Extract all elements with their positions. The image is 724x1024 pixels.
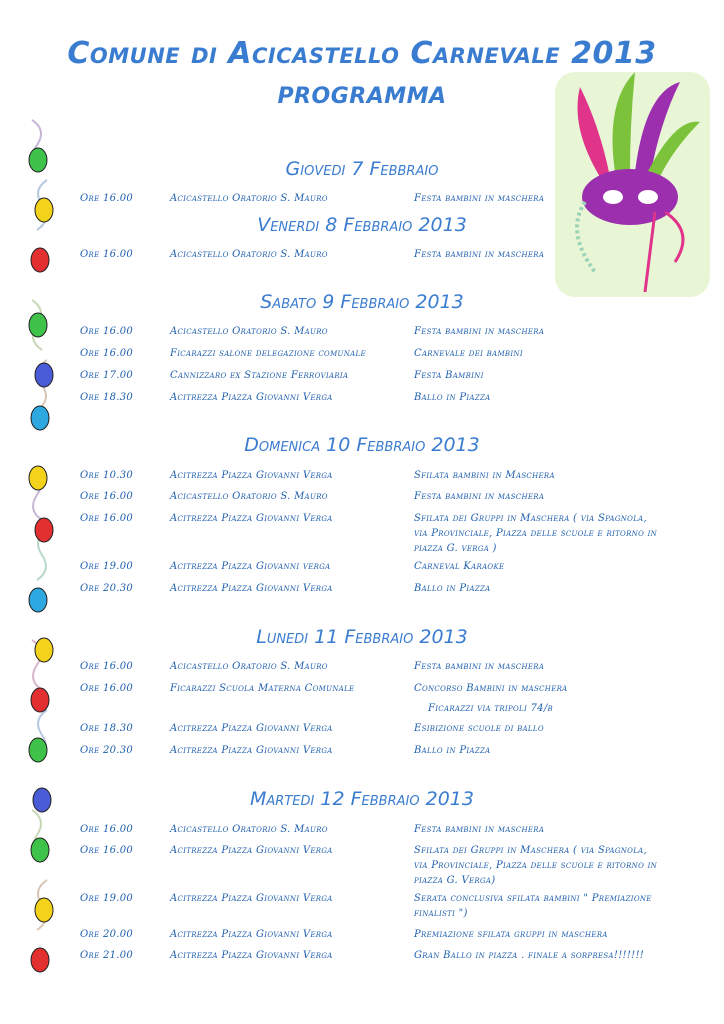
event-place: Ficarazzi salone delegazione comunale — [170, 348, 366, 359]
event-name: Sfilata bambini in Maschera — [414, 470, 555, 481]
event-name: Carneval Karaoke — [414, 561, 505, 572]
event-name: Festa Bambini — [414, 370, 484, 381]
event-name: Premiazione sfilata gruppi in maschera — [414, 929, 608, 940]
event-place: Cannizzaro ex Stazione Ferroviaria — [170, 370, 349, 381]
event-time: Ore 19.00 — [80, 893, 134, 904]
event-time: Ore 16.00 — [80, 326, 134, 337]
event-place: Acitrezza Piazza Giovanni Verga — [170, 392, 333, 403]
page-subtitle: PROGRAMMA — [277, 84, 447, 109]
event-time: Ore 16.00 — [80, 491, 134, 502]
event-time: Ore 20.30 — [80, 583, 134, 594]
event-place: Acitrezza Piazza Giovanni verga — [170, 561, 331, 572]
event-time: Ore 20.00 — [80, 929, 134, 940]
event-time: Ore 16.00 — [80, 824, 134, 835]
event-place: Acicastello Oratorio S. Mauro — [170, 193, 328, 204]
page-title: Comune di Acicastello Carnevale 2013 — [67, 36, 657, 71]
day-heading: Domenica 10 Febbraio 2013 — [244, 434, 480, 456]
event-name: Festa bambini in maschera — [414, 491, 545, 502]
event-time: Ore 17.00 — [80, 370, 134, 381]
event-time: Ore 20.30 — [80, 745, 134, 756]
event-name: Festa bambini in maschera — [414, 249, 545, 260]
event-name: Sfilata dei Gruppi in Maschera ( via Spagnola, via Provinciale, Piazza delle scuole e ritorno in piazza G. Verga) — [414, 845, 658, 886]
event-place: Acicastello Oratorio S. Mauro — [170, 249, 328, 260]
event-name: Ficarazzi via tripoli 74/b — [428, 703, 553, 714]
day-heading: Lunedi 11 Febbraio 2013 — [256, 626, 468, 648]
event-time: Ore 21.00 — [80, 950, 134, 961]
event-time: Ore 16.00 — [80, 845, 134, 856]
event-name: Carnevale dei bambini — [414, 348, 523, 359]
event-time: Ore 18.30 — [80, 723, 134, 734]
day-heading: Sabato 9 Febbraio 2013 — [260, 291, 464, 313]
event-time: Ore 16.00 — [80, 249, 134, 260]
event-name: Serata conclusiva sfilata bambini " Premiazione finalisti ") — [414, 893, 652, 919]
event-name: Ballo in Piazza — [414, 583, 491, 594]
event-name: Festa bambini in maschera — [414, 824, 545, 835]
event-place: Acicastello Oratorio S. Mauro — [170, 491, 328, 502]
event-name: Gran Ballo in piazza . finale a sorpresa!!!!!!! — [414, 950, 645, 961]
event-time: Ore 10.30 — [80, 470, 134, 481]
event-name: Festa bambini in maschera — [414, 661, 545, 672]
event-name: Festa bambini in maschera — [414, 193, 545, 204]
event-place: Acitrezza Piazza Giovanni Verga — [170, 893, 333, 904]
event-time: Ore 16.00 — [80, 513, 134, 524]
event-name: Esibizione scuole di ballo — [414, 723, 544, 734]
event-time: Ore 18.30 — [80, 392, 134, 403]
event-name: Festa bambini in maschera — [414, 326, 545, 337]
event-time: Ore 16.00 — [80, 348, 134, 359]
day-heading: Giovedi 7 Febbraio — [285, 158, 439, 180]
event-place: Acitrezza Piazza Giovanni Verga — [170, 845, 333, 856]
event-place: Acicastello Oratorio S. Mauro — [170, 824, 328, 835]
day-heading: Martedi 12 Febbraio 2013 — [250, 788, 474, 810]
event-place: Acitrezza Piazza Giovanni Verga — [170, 950, 333, 961]
event-name: Sfilata dei Gruppi in Maschera ( via Spagnola, via Provinciale, Piazza delle scuole e ritorno in piazza G. verga ) — [414, 513, 658, 554]
event-place: Acitrezza Piazza Giovanni Verga — [170, 470, 333, 481]
event-place: Acicastello Oratorio S. Mauro — [170, 661, 328, 672]
event-time: Ore 16.00 — [80, 683, 134, 694]
event-place: Acicastello Oratorio S. Mauro — [170, 326, 328, 337]
event-name: Ballo in Piazza — [414, 392, 491, 403]
event-place: Acitrezza Piazza Giovanni Verga — [170, 583, 333, 594]
carnival-masks-border-decoration — [12, 110, 72, 990]
event-name: Concorso Bambini in maschera — [414, 683, 568, 694]
event-place: Acitrezza Piazza Giovanni Verga — [170, 513, 333, 524]
event-place: Acitrezza Piazza Giovanni Verga — [170, 723, 333, 734]
event-place: Ficarazzi Scuola Materna Comunale — [170, 683, 355, 694]
event-time: Ore 16.00 — [80, 661, 134, 672]
day-heading: Venerdi 8 Febbraio 2013 — [257, 214, 467, 236]
event-time: Ore 19.00 — [80, 561, 134, 572]
event-time: Ore 16.00 — [80, 193, 134, 204]
event-place: Acitrezza Piazza Giovanni Verga — [170, 929, 333, 940]
event-name: Ballo in Piazza — [414, 745, 491, 756]
event-place: Acitrezza Piazza Giovanni Verga — [170, 745, 333, 756]
